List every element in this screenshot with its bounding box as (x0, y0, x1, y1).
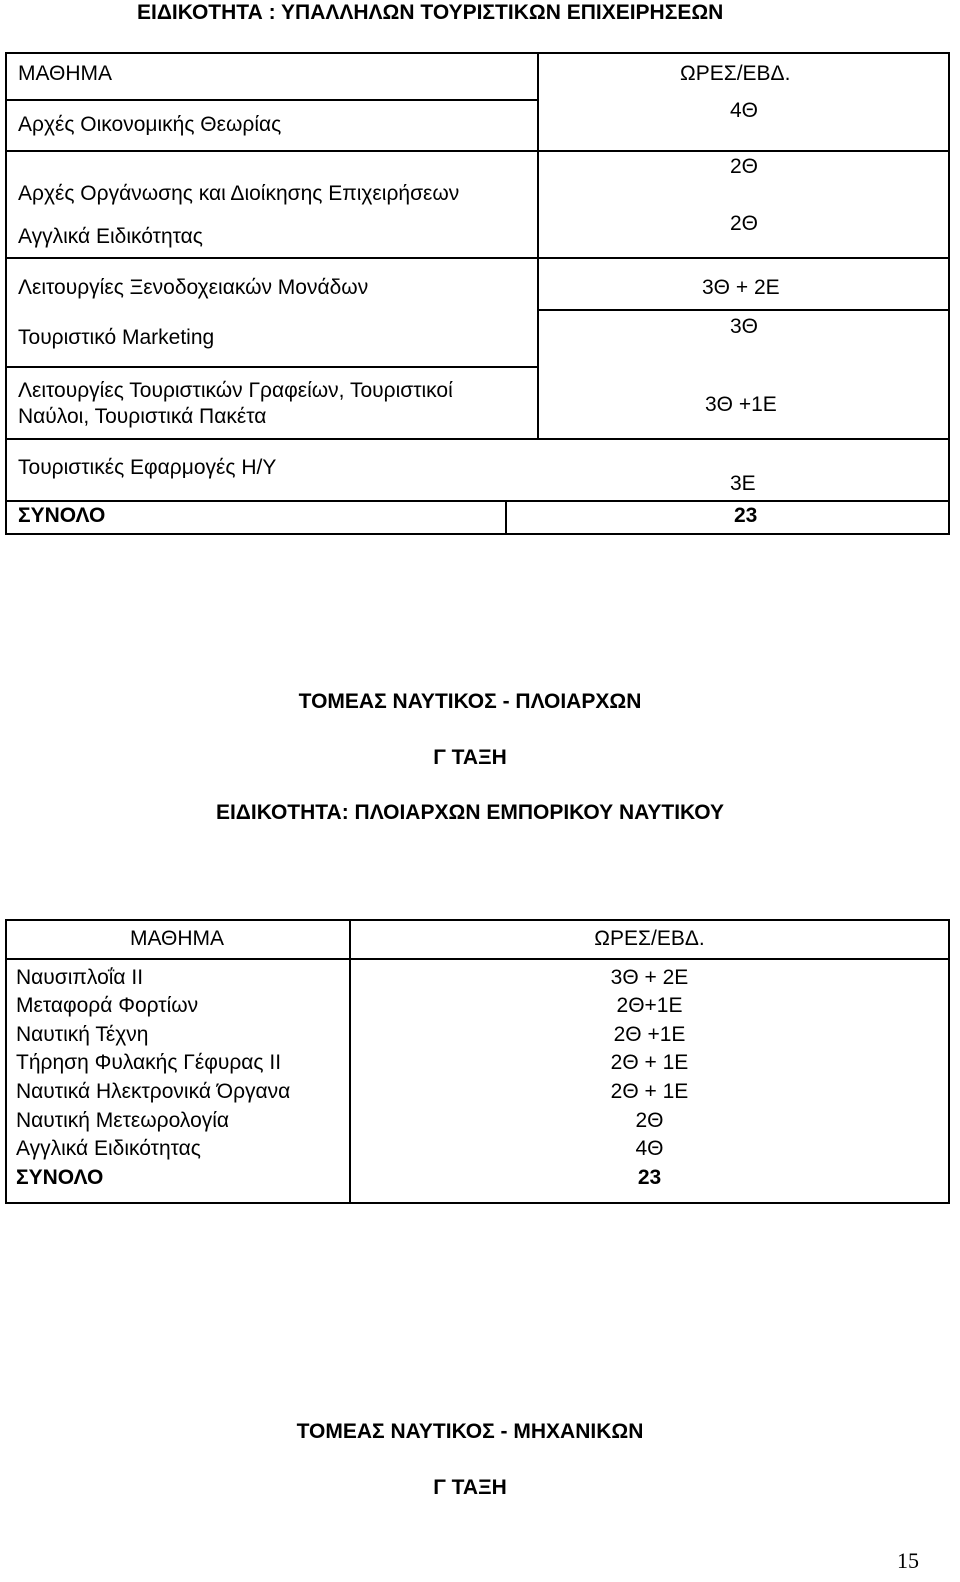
table-row-subject: Ναυσιπλοΐα ΙΙ (16, 966, 144, 989)
table-border (5, 533, 950, 535)
grade-heading: Γ ΤΑΞΗ (433, 746, 507, 769)
total-label: ΣΥΝΟΛΟ (18, 504, 106, 527)
table-row-hours: 2Θ+1Ε (616, 994, 683, 1017)
table-row-hours: 4Θ (730, 99, 759, 122)
row-divider (5, 958, 950, 960)
total-value: 23 (637, 1166, 662, 1189)
sector-heading: ΤΟΜΕΑΣ ΝΑΥΤΙΚΟΣ - ΜΗΧΑΝΙΚΩΝ (296, 1420, 644, 1443)
table-border (948, 52, 950, 535)
row-divider (537, 309, 950, 311)
table-row-hours: 2Θ + 1Ε (610, 1051, 689, 1074)
table-row-subject: Μεταφορά Φορτίων (16, 994, 199, 1017)
table-row-hours: 2Θ + 1Ε (610, 1080, 689, 1103)
table-row-hours: 3Θ + 2Ε (702, 276, 780, 299)
specialty-heading: ΕΙΔΙΚΟΤΗΤΑ: ΠΛΟΙΑΡΧΩΝ ΕΜΠΟΡΙΚΟΥ ΝΑΥΤΙΚΟΥ (215, 801, 725, 824)
table-border (5, 52, 7, 535)
table-row-hours: 3Θ +1Ε (705, 393, 777, 416)
table-row-subject: Τουριστικό Marketing (18, 326, 215, 349)
table-row-subject: Λειτουργίες Τουριστικών Γραφείων, Τουριστικοί (18, 379, 453, 402)
total-label: ΣΥΝΟΛΟ (16, 1166, 104, 1189)
specialty-heading: ΕΙΔΙΚΟΤΗΤΑ : ΥΠΑΛΛΗΛΩΝ ΤΟΥΡΙΣΤΙΚΩΝ ΕΠΙΧΕΙΡΗΣΕΩΝ (137, 1, 724, 24)
table-row-subject: Τουριστικές Εφαρμογές Η/Υ (18, 456, 277, 479)
row-divider (5, 257, 950, 259)
table-row-subject: Ναύλοι, Τουριστικά Πακέτα (18, 405, 267, 428)
table-row-subject: Αγγλικά Ειδικότητας (16, 1137, 201, 1160)
table-row-hours: 4Θ (635, 1137, 664, 1160)
table-row-subject: Ναυτική Μετεωρολογία (16, 1109, 230, 1132)
table-border (5, 919, 7, 1204)
table-row-hours: 2Θ (730, 155, 759, 178)
row-divider (5, 366, 539, 368)
table-row-subject: Αρχές Οργάνωσης και Διοίκησης Επιχειρήσεων (18, 182, 460, 205)
table-row-hours: 2Θ (635, 1109, 664, 1132)
table-row-subject: Ναυτική Τέχνη (16, 1023, 149, 1046)
grade-heading: Γ ΤΑΞΗ (433, 1476, 507, 1499)
table-row-subject: Ναυτικά Ηλεκτρονικά Όργανα (16, 1080, 291, 1103)
table-border (5, 52, 950, 54)
table-row-subject: Αγγλικά Ειδικότητας (18, 225, 203, 248)
table-row-subject: Αρχές Οικονομικής Θεωρίας (18, 113, 282, 136)
table-border (5, 1202, 950, 1204)
row-divider (5, 438, 950, 440)
column-header-subject: ΜΑΘΗΜΑ (129, 927, 225, 950)
table-row-hours: 2Θ (730, 212, 759, 235)
sector-heading: ΤΟΜΕΑΣ ΝΑΥΤΙΚΟΣ - ΠΛΟΙΑΡΧΩΝ (298, 690, 642, 713)
column-header-hours: ΩΡΕΣ/ΕΒΔ. (680, 62, 791, 85)
table-row-hours: 2Θ +1Ε (613, 1023, 686, 1046)
table-row-subject: Τήρηση Φυλακής Γέφυρας ΙΙ (16, 1051, 282, 1074)
table-row-hours: 3Ε (730, 472, 756, 495)
table-border (5, 919, 950, 921)
column-divider (505, 500, 507, 535)
column-divider (537, 52, 539, 438)
table-row-subject: Λειτουργίες Ξενοδοχειακών Μονάδων (18, 276, 369, 299)
row-divider (5, 99, 539, 101)
total-value: 23 (734, 504, 758, 527)
column-header-subject: ΜΑΘΗΜΑ (18, 62, 113, 85)
row-divider (5, 150, 950, 152)
table-row-hours: 3Θ (730, 315, 759, 338)
table-row-hours: 3Θ + 2Ε (610, 966, 689, 989)
page-number: 15 (897, 1548, 919, 1573)
column-header-hours: ΩΡΕΣ/ΕΒΔ. (594, 927, 705, 950)
row-divider (5, 500, 950, 502)
